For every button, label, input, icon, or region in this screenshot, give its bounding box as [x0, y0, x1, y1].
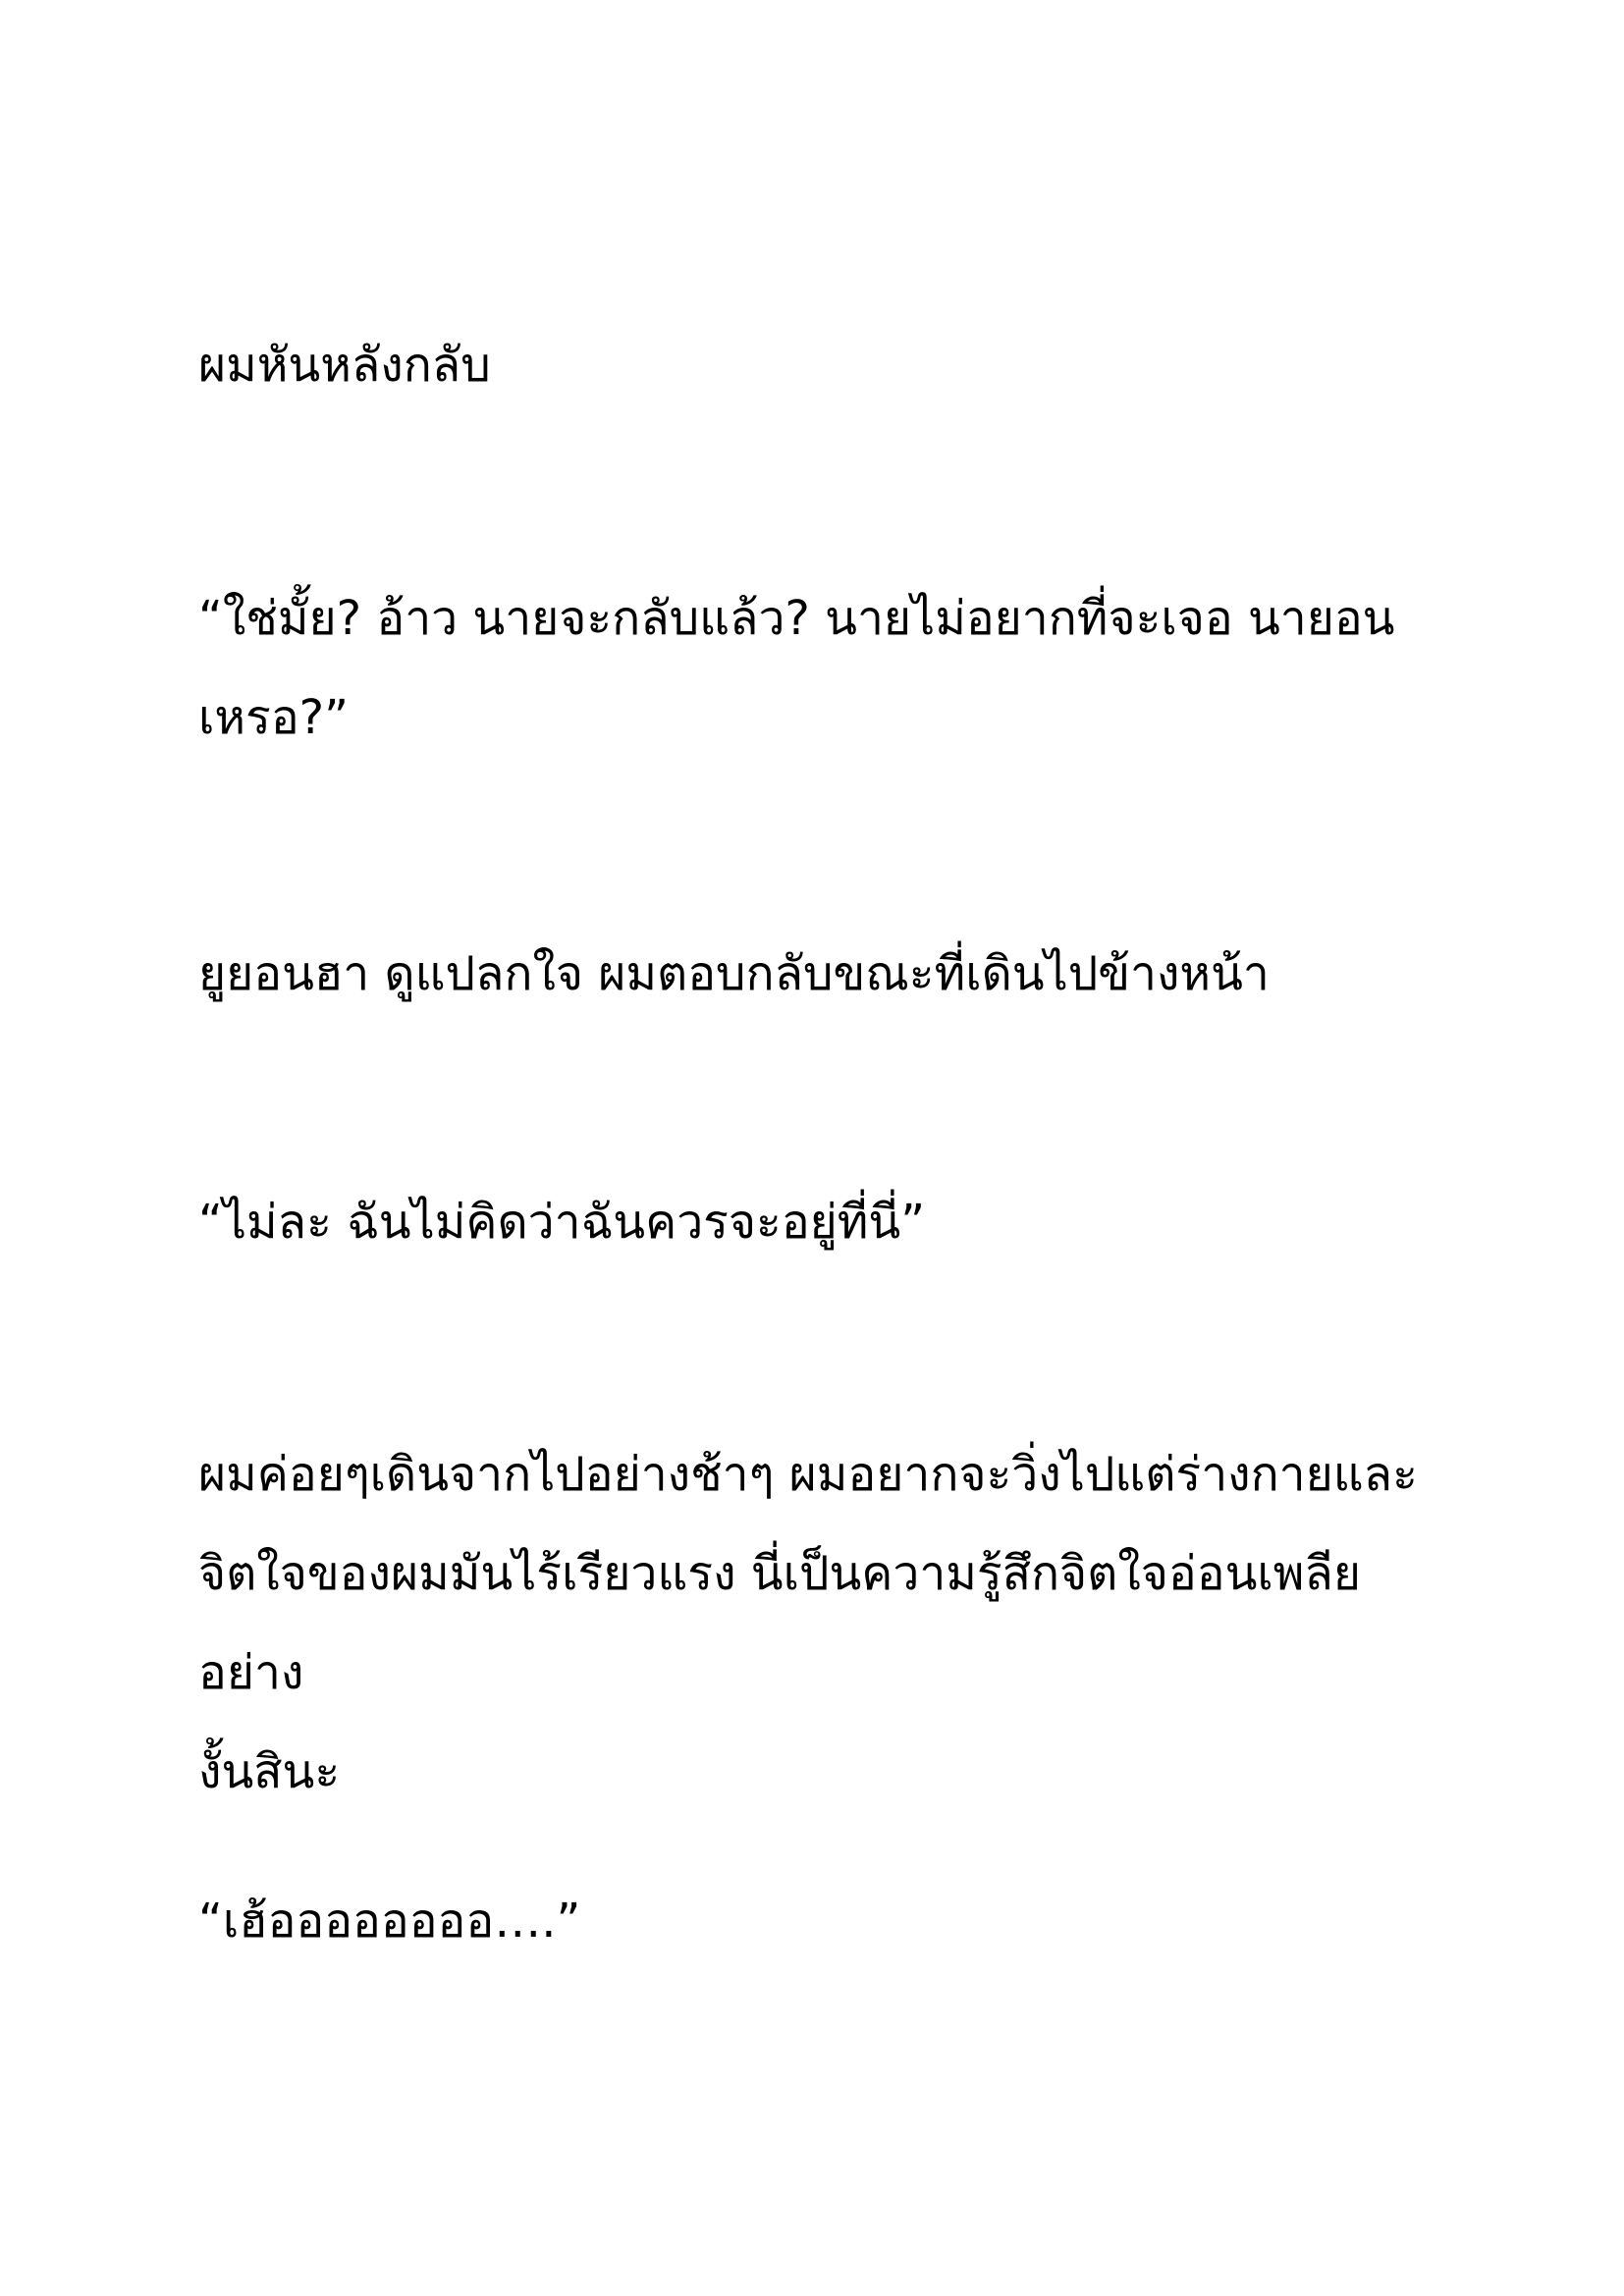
- paragraph-dialogue-reply: “ไม่ละ ฉันไม่คิดว่าฉันควรจะอยู่ที่นี่”: [198, 1195, 926, 1250]
- paragraph-narration-surprised: ยูยอนฮา ดูแปลกใจ ผมตอบกลับขณะที่เดินไปข้างหน้า: [198, 946, 1270, 1001]
- paragraph-dialogue-question: “ใช่มั้ย? อ้าว นายจะกลับแล้ว? นายไม่อยากที่จะเจอ นายอน เหรอ?”: [198, 591, 1395, 745]
- paragraph-narration-turn-back: ผมหันหลังกลับ: [198, 338, 491, 393]
- paragraph-narration-walk-away: ผมค่อยๆเดินจากไปอย่างช้าๆ ผมอยากจะวิ่งไปแต่ร่างกายและ จิตใจของผมมันไร้เรียวแรง นี่เป็นความรู้สึกจิตใจอ่อนเพลียอย่าง งั้นสินะ: [198, 1447, 1418, 1799]
- paragraph-dialogue-sigh: “เฮ้ออออออออ….”: [198, 1894, 581, 1949]
